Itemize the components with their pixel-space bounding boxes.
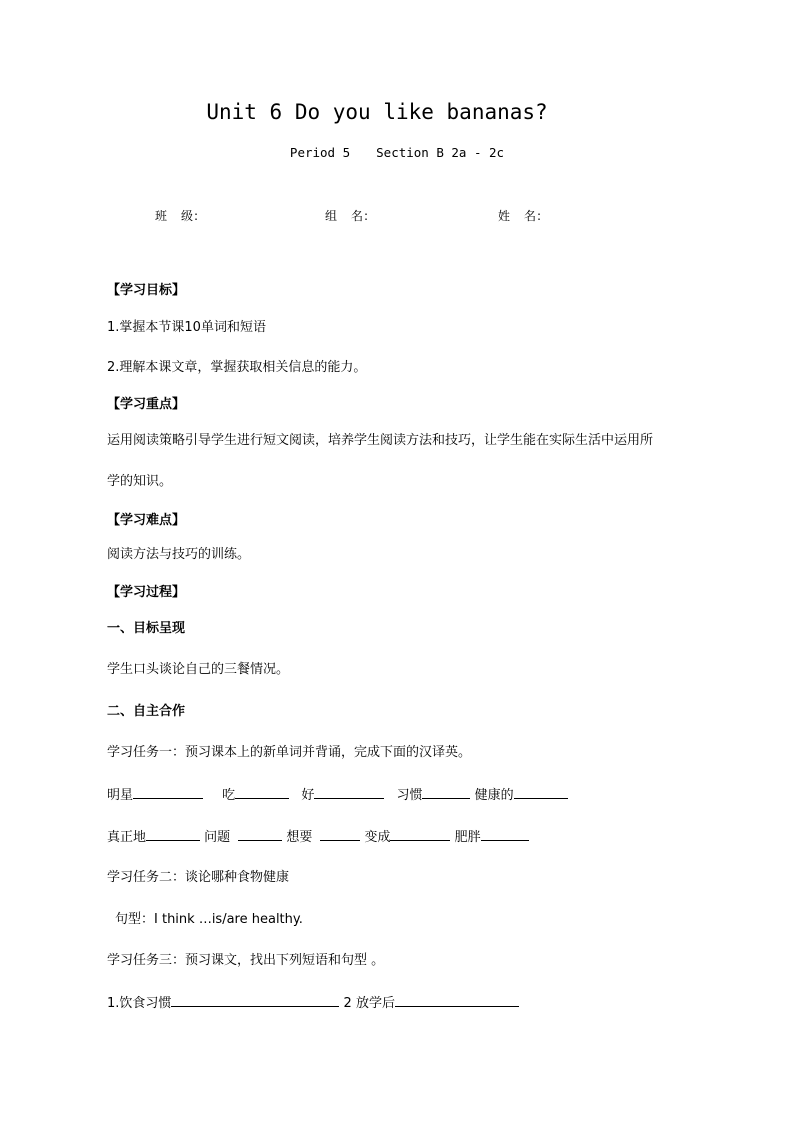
answer-blank[interactable] bbox=[146, 828, 200, 841]
word-blank-item: 真正地 bbox=[107, 826, 200, 845]
word-blank-item: 好 bbox=[301, 784, 384, 803]
goal-item-2: 2.理解本课文章，掌握获取相关信息的能力。 bbox=[107, 360, 367, 375]
focus-heading: 【学习重点】 bbox=[107, 397, 186, 412]
name-field-label: 姓 名: bbox=[498, 209, 543, 223]
part2-heading: 二、自主合作 bbox=[107, 704, 186, 719]
phrase-blank-item: 1.饮食习惯 bbox=[107, 992, 339, 1011]
goal-item-1: 1.掌握本节课10单词和短语 bbox=[107, 320, 266, 335]
period-label: Period 5 bbox=[289, 145, 351, 160]
difficulty-heading: 【学习难点】 bbox=[107, 513, 186, 528]
word-blank-item: 明星 bbox=[107, 784, 203, 803]
answer-blank[interactable] bbox=[238, 828, 282, 841]
process-heading: 【学习过程】 bbox=[107, 585, 186, 600]
word-blank-item: 变成 bbox=[364, 826, 450, 845]
task2-text: 学习任务二：谈论哪种食物健康 bbox=[107, 870, 290, 885]
word-blank-item: 想要 bbox=[286, 826, 360, 845]
class-field-label: 班 级: bbox=[155, 209, 200, 223]
word-blanks-row-2 bbox=[107, 826, 529, 845]
part1-heading: 一、目标呈现 bbox=[107, 621, 186, 636]
answer-blank[interactable] bbox=[514, 786, 568, 799]
answer-blank[interactable] bbox=[422, 786, 470, 799]
word-blank-item: 习惯 bbox=[396, 784, 470, 803]
goals-heading: 【学习目标】 bbox=[107, 283, 186, 298]
phrase-blank-item: 2 放学后 bbox=[344, 992, 519, 1011]
answer-blank[interactable] bbox=[390, 828, 450, 841]
group-field-label: 组 名: bbox=[325, 209, 370, 223]
phrase-blanks-row bbox=[107, 992, 519, 1011]
part1-text: 学生口头谈论自己的三餐情况。 bbox=[107, 662, 290, 677]
difficulty-text: 阅读方法与技巧的训练。 bbox=[107, 547, 251, 562]
focus-text-line-2: 学的知识。 bbox=[107, 474, 173, 489]
document-subtitle bbox=[0, 145, 794, 160]
answer-blank[interactable] bbox=[171, 994, 339, 1007]
answer-blank[interactable] bbox=[314, 786, 384, 799]
answer-blank[interactable] bbox=[481, 828, 529, 841]
answer-blank[interactable] bbox=[235, 786, 289, 799]
answer-blank[interactable] bbox=[395, 994, 519, 1007]
word-blanks-row-1 bbox=[107, 784, 568, 803]
answer-blank[interactable] bbox=[133, 786, 203, 799]
word-blank-item: 吃 bbox=[222, 784, 289, 803]
word-blank-item: 肥胖 bbox=[455, 826, 529, 845]
word-blank-item: 健康的 bbox=[475, 784, 568, 803]
sentence-pattern: 句型：I think …is/are healthy. bbox=[115, 912, 303, 927]
section-label: Section B 2a - 2c bbox=[376, 145, 505, 160]
answer-blank[interactable] bbox=[320, 828, 360, 841]
task3-text: 学习任务三：预习课文，找出下列短语和句型 。 bbox=[107, 953, 385, 968]
document-title: Unit 6 Do you like bananas? bbox=[206, 100, 548, 124]
word-blank-item: 问题 bbox=[204, 826, 282, 845]
task1-text: 学习任务一：预习课本上的新单词并背诵，完成下面的汉译英。 bbox=[107, 745, 472, 760]
focus-text-line-1: 运用阅读策略引导学生进行短文阅读，培养学生阅读方法和技巧，让学生能在实际生活中运用所 bbox=[107, 433, 654, 448]
